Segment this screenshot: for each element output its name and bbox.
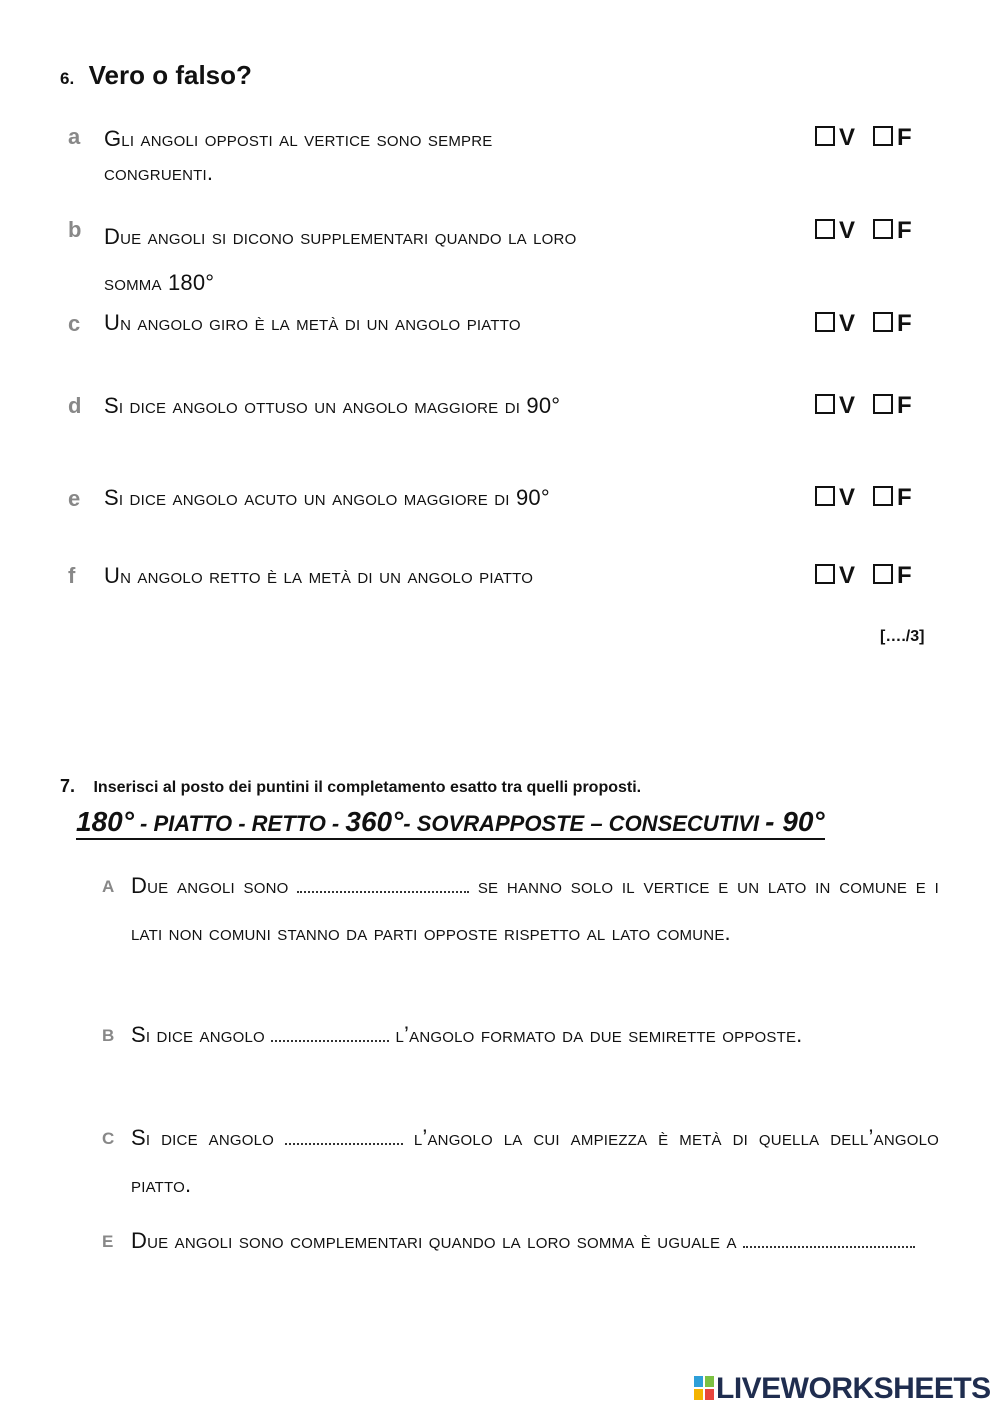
true-label: V — [839, 310, 856, 337]
statement-text: Si dice angolo ottuso un angolo maggiore di 90° — [104, 393, 561, 418]
true-checkbox[interactable] — [815, 564, 835, 584]
option-180: 180° — [76, 806, 134, 837]
true-label: V — [839, 392, 856, 419]
score-box: […./3] — [880, 628, 925, 645]
false-checkbox[interactable] — [873, 126, 893, 146]
item-letter: d — [68, 393, 82, 418]
statement-text: Si dice angolo acuto un angolo maggiore di 90° — [104, 485, 550, 510]
item-letter: E — [102, 1232, 114, 1251]
question-7-title — [60, 776, 641, 797]
question-title: Vero o falso? — [88, 60, 252, 90]
statement-text: Gli angoli opposti al vertice sono sempre congruenti. — [104, 126, 493, 185]
blank-input[interactable] — [297, 873, 469, 893]
statement-text: Due angoli si dicono supplementari quando la loro somma 180° — [104, 224, 577, 295]
question-6-title — [60, 60, 252, 91]
question-instruction: Inserisci al posto dei puntini il completamento esatto tra quelli proposti. — [93, 779, 642, 796]
option-90: - 90° — [765, 806, 825, 837]
fill-in-text: Due angoli sono se hanno solo il vertice e un lato in comune e i lati non comuni stanno da parti opposte rispetto al lato comune. — [131, 873, 939, 945]
false-checkbox[interactable] — [873, 312, 893, 332]
true-checkbox[interactable] — [815, 486, 835, 506]
true-false-choice — [815, 310, 912, 338]
item-letter: B — [102, 1026, 115, 1045]
false-label: F — [897, 392, 912, 419]
false-label: F — [897, 217, 912, 244]
true-false-choice — [815, 392, 912, 420]
true-label: V — [839, 484, 856, 511]
false-label: F — [897, 484, 912, 511]
statement-text: Un angolo retto è la metà di un angolo piatto — [104, 563, 534, 588]
true-checkbox[interactable] — [815, 312, 835, 332]
option-piatto-retto: - PIATTO - RETTO - — [133, 811, 346, 836]
true-label: V — [839, 562, 856, 589]
blank-input[interactable] — [285, 1125, 403, 1145]
false-label: F — [897, 310, 912, 337]
item-letter: e — [68, 486, 81, 511]
item-letter: a — [68, 124, 81, 149]
true-label: V — [839, 217, 856, 244]
statement-text: Un angolo giro è la metà di un angolo piatto — [104, 310, 521, 335]
answer-options — [76, 806, 825, 840]
false-checkbox[interactable] — [873, 564, 893, 584]
true-false-choice — [815, 217, 912, 245]
liveworksheets-logo — [694, 1372, 991, 1406]
true-false-choice — [815, 562, 912, 590]
false-checkbox[interactable] — [873, 394, 893, 414]
false-checkbox[interactable] — [873, 219, 893, 239]
logo-text: LIVEWORKSHEETS — [716, 1372, 991, 1405]
true-checkbox[interactable] — [815, 126, 835, 146]
option-360: 360° — [345, 806, 404, 837]
true-false-choice — [815, 484, 912, 512]
true-checkbox[interactable] — [815, 394, 835, 414]
option-sovrapposte-consecutivi: - SOVRAPPOSTE – CONSECUTIVI — [403, 811, 766, 836]
blank-input[interactable] — [743, 1228, 915, 1248]
false-label: F — [897, 124, 912, 151]
question-number: 6. — [60, 69, 75, 88]
true-checkbox[interactable] — [815, 219, 835, 239]
false-label: F — [897, 562, 912, 589]
fill-in-text: Due angoli sono complementari quando la loro somma è uguale a — [131, 1217, 939, 1264]
item-letter: A — [102, 877, 115, 896]
blank-input[interactable] — [271, 1022, 389, 1042]
item-letter: b — [68, 217, 82, 242]
fill-in-text: Si dice angolo l’angolo formato da due semirette opposte. — [131, 1022, 803, 1047]
item-letter: f — [68, 563, 76, 588]
item-letter: c — [68, 311, 81, 336]
liveworksheets-logo-icon — [694, 1376, 714, 1400]
item-letter: C — [102, 1129, 115, 1148]
question-number: 7. — [60, 776, 76, 796]
true-label: V — [839, 124, 856, 151]
false-checkbox[interactable] — [873, 486, 893, 506]
fill-in-text: Si dice angolo l’angolo la cui ampiezza è metà di quella dell’angolo piatto. — [131, 1125, 939, 1197]
true-false-choice — [815, 124, 912, 152]
